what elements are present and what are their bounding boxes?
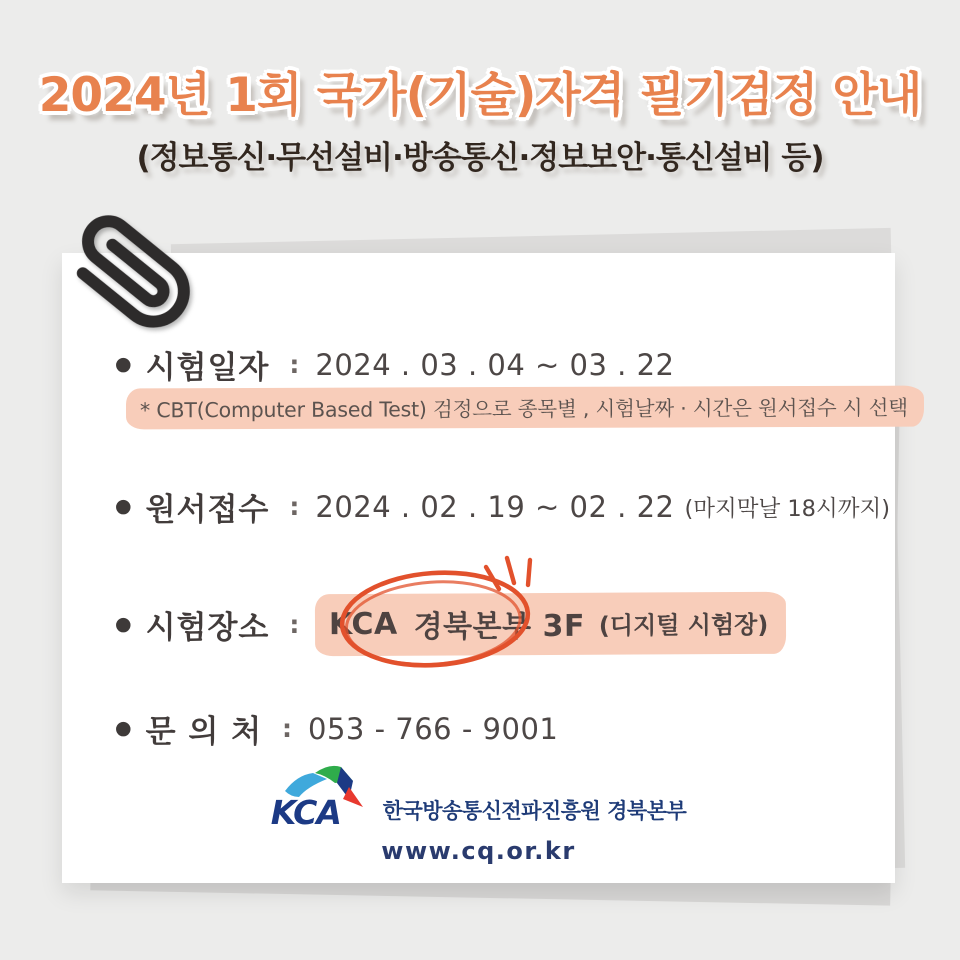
cbt-note-row xyxy=(126,387,924,428)
colon-separator: : xyxy=(289,492,300,521)
location-row xyxy=(115,593,787,655)
registration-value: 2024 . 02 . 19 ~ 02 . 22 xyxy=(315,489,675,524)
website-url: www.cq.or.kr xyxy=(381,837,576,865)
location-circled-text: 경북본부 3F xyxy=(413,608,586,645)
location-highlight xyxy=(315,592,787,656)
colon-separator: : xyxy=(289,609,300,639)
registration-label: 원서접수 xyxy=(145,492,270,528)
exam-date-row xyxy=(115,342,675,387)
location-prefix: KCA xyxy=(329,606,399,642)
emphasis-marks-icon xyxy=(486,558,530,589)
kca-logo-word: KCA xyxy=(270,793,341,832)
registration-row xyxy=(115,484,890,529)
organization-name: 한국방송통신전파진흥원 경북본부 xyxy=(382,799,687,823)
colon-separator: : xyxy=(289,350,300,379)
registration-deadline: (마지막날 18시까지) xyxy=(684,495,890,522)
notice-card xyxy=(62,253,908,883)
cbt-note-text: * CBT(Computer Based Test) 검정으로 종목별 , 시험날짜 · 시간은 원서접수 시 선택 xyxy=(126,386,924,430)
exam-date-value: 2024 . 03 . 04 ~ 03 . 22 xyxy=(315,347,675,382)
contact-label: 문 의 처 xyxy=(145,714,263,750)
page-subtitle: (정보통신·무선설비·방송통신·정보보안·통신설비 등) xyxy=(136,140,824,176)
exam-date-label: 시험일자 xyxy=(145,350,270,386)
bullet-icon: ● xyxy=(115,353,132,375)
bullet-icon: ● xyxy=(115,495,132,517)
footer-logo-block xyxy=(62,765,895,832)
contact-row xyxy=(115,706,558,751)
location-suffix: (디지털 시험장) xyxy=(599,610,769,640)
colon-separator: : xyxy=(282,714,293,743)
page-title: 2024년 1회 국가(기술)자격 필기검정 안내 xyxy=(38,68,922,123)
paperclip-icon xyxy=(64,206,198,340)
contact-value: 053 - 766 - 9001 xyxy=(308,711,559,746)
location-label: 시험장소 xyxy=(145,609,270,646)
kca-logo xyxy=(270,765,367,832)
bullet-icon: ● xyxy=(115,612,132,635)
bullet-icon: ● xyxy=(115,717,132,739)
